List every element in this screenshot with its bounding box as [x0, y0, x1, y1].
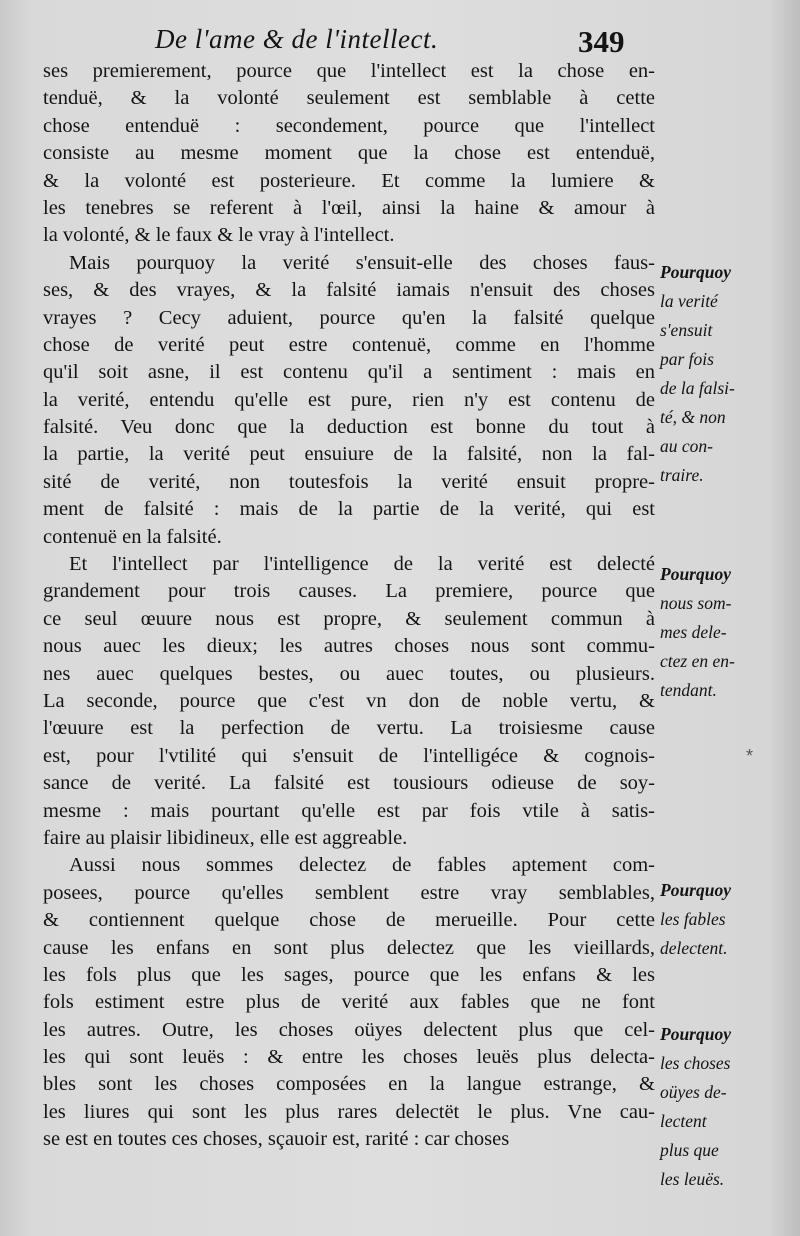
text-line: & la volonté est posterieure. Et comme la lumiere &	[43, 169, 655, 192]
margin-note-line: Pourquoy	[660, 880, 731, 900]
text-line: se est en toutes ces choses, sçauoir est, rarité : car choses	[43, 1128, 510, 1151]
margin-note-line: les leuës.	[660, 1169, 725, 1189]
text-line: faire au plaisir libidineux, elle est aggreable.	[43, 826, 408, 849]
margin-note-3	[660, 876, 795, 963]
text-line: Et l'intellect par l'intelligence de la verité est delecté	[69, 553, 655, 576]
page-number: 349	[578, 24, 625, 59]
margin-note-4	[660, 1020, 795, 1194]
text-line: Aussi nous sommes delectez de fables aptement com-	[69, 854, 655, 877]
text-line: les autres. Outre, les choses oüyes delectent plus que cel-	[43, 1018, 655, 1041]
text-line: ce seul œuure nous est propre, & seulement commun à	[43, 607, 655, 630]
text-line: cause les enfans en sont plus delectez que les vieillards,	[43, 936, 655, 959]
text-line: Mais pourquoy la verité s'ensuit-elle des choses faus-	[69, 251, 655, 274]
text-line: ses premierement, pource que l'intellect est la chose en-	[43, 60, 655, 82]
text-line: bles sont les choses composées en la langue estrange, &	[43, 1073, 655, 1096]
margin-note-line: nous som-	[660, 593, 732, 613]
margin-note-line: s'ensuit	[660, 320, 713, 340]
text-line: est, pour l'vtilité qui s'ensuit de l'intelligéce & cognois-	[43, 744, 655, 767]
text-line: qu'il soit asne, il est contenu qu'il a sentiment : mais en	[43, 361, 655, 384]
text-line: consiste au mesme moment que la chose est entenduë,	[43, 142, 655, 165]
margin-note-line: Pourquoy	[660, 262, 731, 282]
margin-note-line: de la falsi-	[660, 378, 735, 398]
text-line: nous auec les dieux; les autres choses nous sont commu-	[43, 635, 655, 658]
text-line: les tenebres se referent à l'œil, ainsi la haine & amour à	[43, 196, 655, 219]
text-line: chose entenduë : secondement, pource que l'intellect	[43, 114, 655, 137]
margin-note-line: par fois	[660, 349, 714, 369]
text-line: La seconde, pource que c'est vn don de noble vertu, &	[43, 689, 655, 712]
text-line: falsité. Veu donc que la deduction est bonne du tout à	[43, 416, 655, 439]
text-line: & contiennent quelque chose de merueille. Pour cette	[43, 909, 655, 932]
text-line: la partie, la verité peut ensuiure de la falsité, non la fal-	[43, 443, 655, 466]
margin-note-line: Pourquoy	[660, 1024, 731, 1044]
text-line: contenuë en la falsité.	[43, 525, 222, 548]
margin-note-line: les fables	[660, 909, 726, 929]
margin-note-line: delectent.	[660, 938, 728, 958]
margin-note-line: la verité	[660, 291, 718, 311]
margin-note-line: Pourquoy	[660, 564, 731, 584]
text-line: ment de falsité : mais de la partie de la verité, qui est	[43, 498, 655, 521]
body-text	[43, 58, 655, 1154]
margin-note-line: traire.	[660, 465, 704, 485]
text-line: ses, & des vrayes, & la falsité iamais n'ensuit des choses	[43, 279, 655, 302]
text-line: les fols plus que les sages, pource que les enfans & les	[43, 963, 655, 986]
margin-note-1	[660, 258, 795, 490]
margin-note-2	[660, 560, 795, 705]
margin-note-line: oüyes de-	[660, 1082, 727, 1102]
text-line: posees, pource qu'elles semblent estre vray semblables,	[43, 881, 655, 904]
margin-note-line: lectent	[660, 1111, 707, 1131]
text-line: la volonté, & le faux & le vray à l'intellect.	[43, 224, 395, 247]
text-line: mesme : mais pourtant qu'elle est par fois vtile à satis-	[43, 799, 655, 822]
text-line: tenduë, & la volonté seulement est semblable à cette	[43, 87, 655, 110]
margin-note-line: ctez en en-	[660, 651, 735, 671]
text-line: nes auec quelques bestes, ou auec toutes, ou plusieurs.	[43, 662, 655, 685]
margin-note-line: mes dele-	[660, 622, 727, 642]
text-line: la verité, entendu qu'elle est pure, rien n'y est contenu de	[43, 388, 655, 411]
margin-note-line: au con-	[660, 436, 713, 456]
text-line: les liures qui sont les plus rares delectët le plus. Vne cau-	[43, 1100, 655, 1123]
margin-note-line: tendant.	[660, 680, 717, 700]
text-line: sance de verité. La falsité est tousiours odieuse de soy-	[43, 772, 655, 795]
text-line: vrayes ? Cecy aduient, pource qu'en la falsité quelque	[43, 306, 655, 329]
text-line: les qui sont leuës : & entre les choses leuës plus delecta-	[43, 1046, 655, 1069]
text-line: l'œuure est la perfection de vertu. La troisiesme cause	[43, 717, 655, 740]
running-head: De l'ame & de l'intellect.	[155, 24, 439, 54]
text-line: chose de verité peut estre contenuë, comme en l'homme	[43, 333, 655, 356]
text-line: grandement pour trois causes. La premiere, pource que	[43, 580, 655, 603]
text-line: sité de verité, non toutesfois la verité ensuit propre-	[43, 470, 655, 493]
margin-note-line: té, & non	[660, 407, 726, 427]
margin-note-line: plus que	[660, 1140, 719, 1160]
margin-note-line: les choses	[660, 1053, 731, 1073]
gutter-mark: *	[746, 746, 754, 766]
text-line: fols estiment estre plus de verité aux fables que ne font	[43, 991, 655, 1014]
